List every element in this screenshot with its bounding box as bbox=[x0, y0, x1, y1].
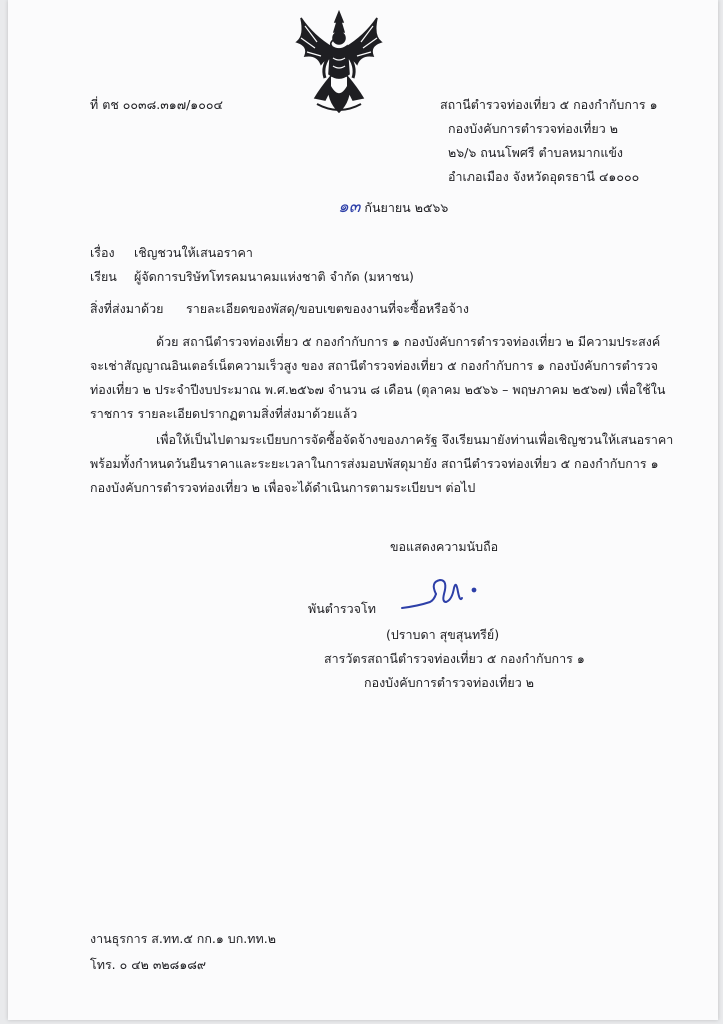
handwritten-signature-icon bbox=[400, 572, 492, 616]
body-paragraph-1 bbox=[90, 330, 665, 426]
paragraph-line: จะเช่าสัญญาณอินเตอร์เน็ตความเร็วสูง ของ สถานีตำรวจท่องเที่ยว ๕ กองกำกับการ ๑ กองบังคับการตำรวจ bbox=[90, 358, 658, 373]
letter-date bbox=[338, 198, 448, 217]
paragraph-line: เพื่อให้เป็นไปตามระเบียบการจัดซื้อจัดจ้างของภาครัฐ จึงเรียนมายังท่านเพื่อเชิญชวนให้เสนอราคา bbox=[156, 432, 674, 447]
address-line-2: กองบังคับการตำรวจท่องเที่ยว ๒ bbox=[448, 121, 618, 136]
subject-value: เชิญชวนให้เสนอราคา bbox=[134, 245, 253, 260]
recipient-label: เรียน bbox=[90, 269, 117, 284]
paragraph-line: ด้วย สถานีตำรวจท่องเที่ยว ๕ กองกำกับการ ๑ กองบังคับการตำรวจท่องเที่ยว ๒ มีความประสงค์ bbox=[156, 334, 661, 349]
garuda-emblem-icon bbox=[291, 8, 387, 118]
closing-salutation: ขอแสดงความนับถือ bbox=[390, 539, 499, 554]
footer-office: งานธุรการ ส.ทท.๕ กก.๑ บก.ทท.๒ bbox=[90, 931, 276, 946]
subject-label: เรื่อง bbox=[90, 245, 115, 260]
signer-rank: พันตำรวจโท bbox=[308, 601, 376, 616]
letter-page bbox=[8, 0, 718, 1020]
address-line-3: ๒๖/๖ ถนนโพศรี ตำบลหมากแข้ง bbox=[448, 145, 624, 160]
signer-position-line-1: สารวัตรสถานีตำรวจท่องเที่ยว ๕ กองกำกับการ ๑ bbox=[324, 651, 585, 666]
enclosure-value: รายละเอียดของพัสดุ/ขอบเขตของงานที่จะซื้อหรือจ้าง bbox=[186, 301, 469, 316]
date-day-handwritten: ๑๓ bbox=[338, 197, 361, 217]
paragraph-line: กองบังคับการตำรวจท่องเที่ยว ๒ เพื่อจะได้ดำเนินการตามระเบียบฯ ต่อไป bbox=[90, 480, 476, 495]
body-paragraph-2 bbox=[90, 428, 673, 500]
paragraph-line: ท่องเที่ยว ๒ ประจำปีงบประมาณ พ.ศ.๒๕๖๗ จำนวน ๘ เดือน (ตุลาคม ๒๕๖๖ – พฤษภาคม ๒๕๖๗) เพื่อใช้ใน bbox=[90, 382, 666, 397]
reference-number: ที่ ตช ๐๐๓๘.๓๑๗/๑๐๐๔ bbox=[90, 97, 223, 112]
date-month-year: กันยายน ๒๕๖๖ bbox=[364, 200, 449, 215]
enclosure-label: สิ่งที่ส่งมาด้วย bbox=[90, 301, 164, 316]
paragraph-line: ราชการ รายละเอียดปรากฏตามสิ่งที่ส่งมาด้วยแล้ว bbox=[90, 406, 358, 421]
recipient-value: ผู้จัดการบริษัทโทรคมนาคมแห่งชาติ จำกัด (มหาชน) bbox=[134, 269, 414, 284]
signer-position-line-2: กองบังคับการตำรวจท่องเที่ยว ๒ bbox=[364, 675, 534, 690]
signer-name: (ปราบดา สุขสุนทรีย์) bbox=[386, 627, 500, 642]
address-line-4: อำเภอเมือง จังหวัดอุดรธานี ๔๑๐๐๐ bbox=[448, 169, 640, 184]
footer-phone: โทร. ๐ ๔๒ ๓๒๘๑๘๙ bbox=[90, 957, 207, 972]
address-line-1: สถานีตำรวจท่องเที่ยว ๕ กองกำกับการ ๑ bbox=[440, 97, 658, 112]
paragraph-line: พร้อมทั้งกำหนดวันยืนราคาและระยะเวลาในการส่งมอบพัสดุมายัง สถานีตำรวจท่องเที่ยว ๕ กองกำกับการ ๑ bbox=[90, 456, 659, 471]
